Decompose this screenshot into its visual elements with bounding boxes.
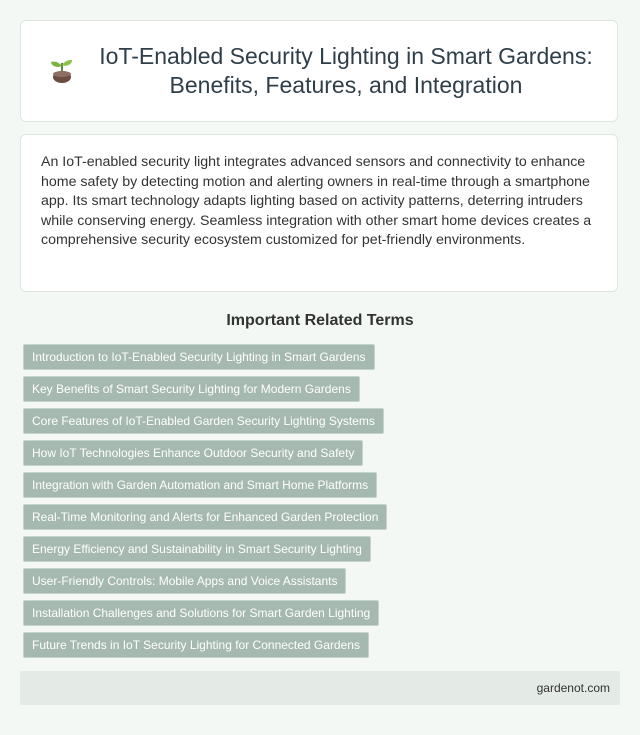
description-text: An IoT-enabled security light integrates advanced sensors and connectivity to enhance home safety by detecting motion and alerting owners in real-time through a smartphone app. Its smart technology adapts lighting based on activity patterns, deterring intruders while conserving energy. Seamless integration with other smart home devices creates a comprehensive security ecosystem customized for pet-friendly environments. [41, 154, 592, 248]
related-term-link[interactable]: Installation Challenges and Solutions for Smart Garden Lighting [23, 600, 379, 626]
footer-site-link[interactable]: gardenot.com [536, 681, 610, 695]
related-term-link[interactable]: Core Features of IoT-Enabled Garden Security Lighting Systems [23, 408, 384, 434]
related-terms-heading: Important Related Terms [226, 312, 414, 329]
related-term-link[interactable]: Introduction to IoT-Enabled Security Lighting in Smart Gardens [23, 344, 375, 370]
related-term-link[interactable]: Integration with Garden Automation and Smart Home Platforms [23, 472, 377, 498]
related-term-link[interactable]: Future Trends in IoT Security Lighting for Connected Gardens [23, 632, 369, 658]
related-terms-list [23, 344, 617, 664]
related-term-link[interactable]: How IoT Technologies Enhance Outdoor Security and Safety [23, 440, 363, 466]
title-row [21, 21, 617, 121]
title-card [20, 20, 618, 122]
related-term-link[interactable]: Real-Time Monitoring and Alerts for Enhanced Garden Protection [23, 504, 387, 530]
footer [20, 671, 620, 705]
page-title: IoT-Enabled Security Lighting in Smart Gardens: Benefits, Features, and Integration [99, 43, 593, 98]
sprout-icon [47, 56, 77, 86]
related-term-link[interactable]: User-Friendly Controls: Mobile Apps and Voice Assistants [23, 568, 346, 594]
related-term-link[interactable]: Key Benefits of Smart Security Lighting for Modern Gardens [23, 376, 360, 402]
related-term-link[interactable]: Energy Efficiency and Sustainability in Smart Security Lighting [23, 536, 371, 562]
description-card [20, 134, 618, 292]
